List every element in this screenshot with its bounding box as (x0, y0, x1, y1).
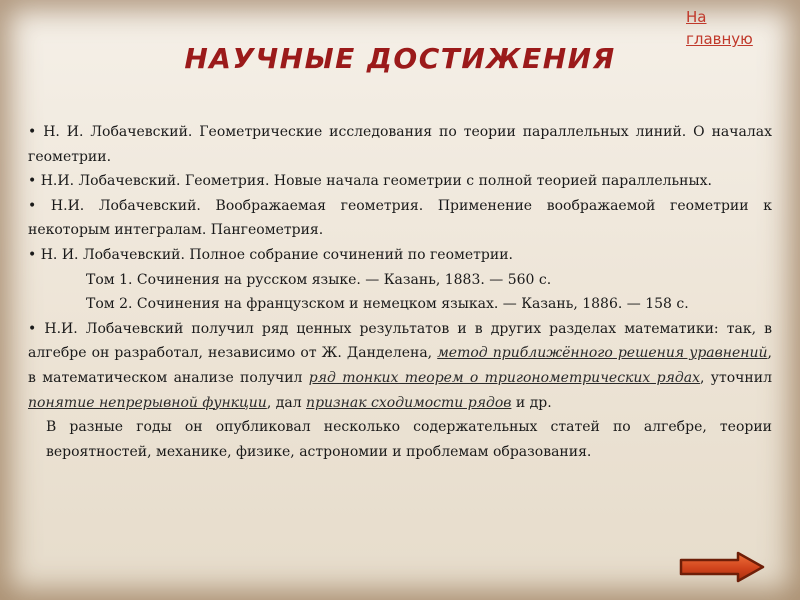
right-arrow-icon (678, 551, 766, 583)
link-approximate-solution[interactable]: метод приближённого решения уравнений (437, 345, 768, 362)
link-convergence-test[interactable]: признак сходимости рядов (306, 394, 512, 411)
link-continuous-function[interactable]: понятие непрерывной функции (28, 394, 267, 411)
results-text: Н.И. Лобачевский получил ряд ценных результатов и в других разделах математики: так, в алгебре он разработал, независимо от Ж. Данделена, (28, 320, 772, 362)
link-trigonometric-series[interactable]: ряд тонких теорем о тригонометрических рядах (308, 369, 700, 386)
results-text: , дал (266, 394, 307, 411)
list-item: • Н. И. Лобачевский. Геометрические исследования по теории параллельных линий. О началах геометрии. (28, 120, 772, 169)
results-text: , в математическом анализе получил (28, 345, 772, 386)
volume-item: Том 1. Сочинения на русском языке. — Казань, 1883. — 560 с. (86, 271, 552, 288)
list-item: • Н.И. Лобачевский. Геометрия. Новые начала геометрии с полной теорией параллельных. (28, 169, 772, 194)
volume-item: Том 2. Сочинения на французском и немецком языках. — Казань, 1886. — 158 с. (86, 296, 689, 313)
content-body (28, 120, 772, 464)
list-item: • Н. И. Лобачевский. Полное собрание сочинений по геометрии. (28, 243, 772, 268)
home-link-line2: главную (686, 30, 753, 48)
results-text: , уточнил (699, 369, 772, 386)
list-item: • Н.И. Лобачевский. Воображаемая геометрия. Применение воображаемой геометрии к некоторым интегралам. Пангеометрия. (28, 194, 772, 243)
results-paragraph (28, 317, 772, 415)
closing-paragraph: В разные годы он опубликовал несколько содержательных статей по алгебре, теории вероятностей, механике, физике, астрономии и проблемам образования. (46, 419, 772, 460)
next-slide-button[interactable] (678, 551, 766, 583)
results-text: и др. (511, 394, 552, 411)
home-link-line1: На (686, 8, 707, 26)
page-title: НАУЧНЫЕ ДОСТИЖЕНИЯ (184, 42, 616, 75)
